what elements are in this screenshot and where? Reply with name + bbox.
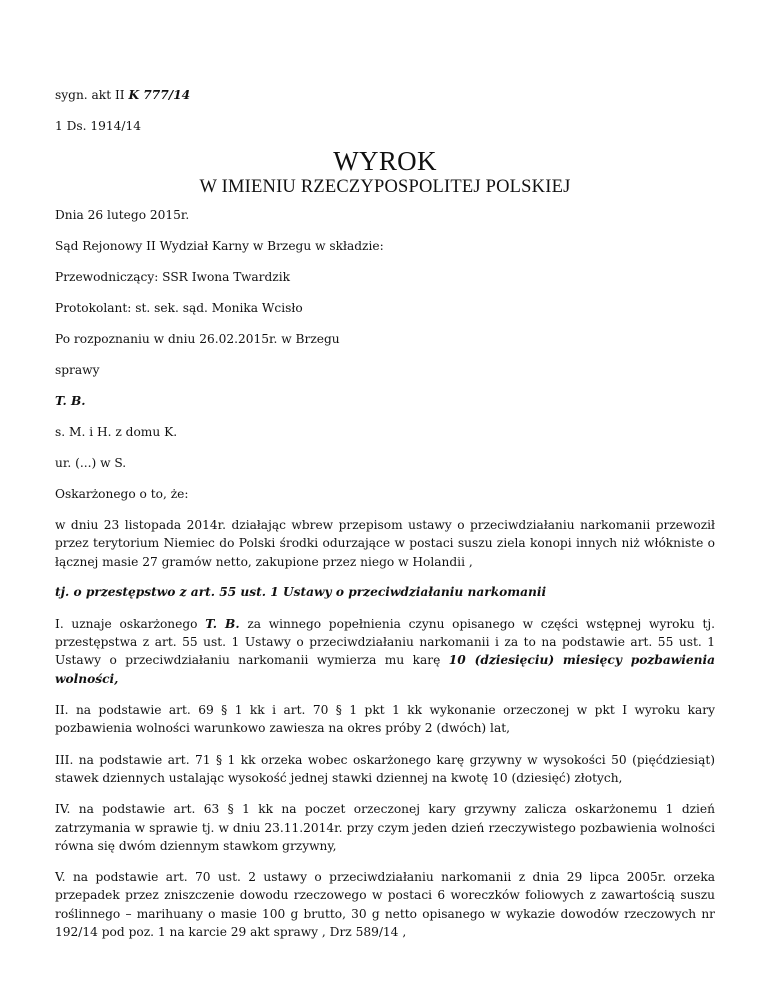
court-clerk: Protokolant: st. sek. sąd. Monika Wcisło [55, 301, 303, 315]
ds-number: 1 Ds. 1914/14 [55, 119, 142, 133]
charge-qualification: tj. o przestępstwo z art. 55 ust. 1 Ustawy o przeciwdziałaniu narkomanii [55, 584, 547, 599]
verdict-point-1-c: za winnego popełnienia czynu opisanego w części wstępnej wyroku tj. przestępstwa z art. 55 ust. 1 Ustawy o przeciwdziałaniu narkomanii i za to na podstawie art. 55 ust. 1 Ustawy o przeciwdziałaniu narkomanii wymierza mu karę [55, 616, 716, 668]
defendant-parents: s. M. i H. z domu K. [55, 425, 178, 439]
case-word: sprawy [55, 363, 100, 377]
judgment-document [55, 86, 715, 941]
verdict-point-3: III. na podstawie art. 71 § 1 kk orzeka wobec oskarżonego karę grzywny w wysokości 50 (pięćdziesiąt) stawek dziennych ustalając wysokość jednej stawki dziennej na kwotę 10 (dziesięć) złotych, [55, 752, 715, 785]
hearing-info: Po rozpoznaniu w dniu 26.02.2015r. w Brzegu [55, 332, 340, 346]
verdict-defendant-name: T. B. [205, 616, 240, 631]
verdict-point-1-a: I. uznaje oskarżonego [55, 616, 206, 631]
defendant-name: T. B. [55, 394, 86, 408]
verdict-sentence: 10 (dziesięciu) miesięcy pozbawienia wolności, [55, 653, 715, 686]
judgment-date: Dnia 26 lutego 2015r. [55, 208, 190, 222]
case-reference [55, 86, 715, 105]
presiding-judge: Przewodniczący: SSR Iwona Twardzik [55, 270, 291, 284]
case-prefix: sygn. akt II [55, 88, 125, 102]
court-composition: Sąd Rejonowy II Wydział Karny w Brzegu w składzie: [55, 239, 384, 253]
verdict-point-5: V. na podstawie art. 70 ust. 2 ustawy o przeciwdziałaniu narkomanii z dnia 29 lipca 2005r. orzeka przepadek przez zniszczenie dowodu rzeczowego w postaci 6 woreczków foliowych z zawartością suszu roślinnego – marihuany o masie 100 g brutto, 30 g netto opisanego w wykazie dowodów rzeczowych nr 192/14 pod poz. 1 na karcie 29 akt sprawy , Drz 589/14 , [55, 870, 715, 940]
verdict-point-4: IV. na podstawie art. 63 § 1 kk na poczet orzeczonej kary grzywny zalicza oskarżonemu 1 dzień zatrzymania w sprawie tj. w dniu 23.11.2014r. przy czym jeden dzień rzeczywistego pozbawienia wolności równa się dwóm dziennym stawkom grzywny, [55, 802, 715, 853]
verdict-point-2: II. na podstawie art. 69 § 1 kk i art. 70 § 1 pkt 1 kk wykonanie orzeczonej w pkt I wyroku kary pozbawienia wolności warunkowo zawiesza na okres próby 2 (dwóch) lat, [55, 703, 715, 736]
verdict-point-1 [55, 615, 715, 688]
defendant-birth: ur. (...) w S. [55, 456, 127, 470]
page-title: WYROK [333, 146, 437, 176]
page-subtitle: W IMIENIU RZECZYPOSPOLITEJ POLSKIEJ [199, 177, 571, 197]
case-number: K 777/14 [128, 88, 191, 102]
charge-text: w dniu 23 listopada 2014r. działając wbrew przepisom ustawy o przeciwdziałaniu narkomanii przewoził przez terytorium Niemiec do Polski środki odurzające w postaci suszu ziela konopi innych niż włókniste o łącznej masie 27 gramów netto, zakupione przez niego w Holandii , [55, 518, 715, 569]
accused-of: Oskarżonego o to, że: [55, 487, 189, 501]
